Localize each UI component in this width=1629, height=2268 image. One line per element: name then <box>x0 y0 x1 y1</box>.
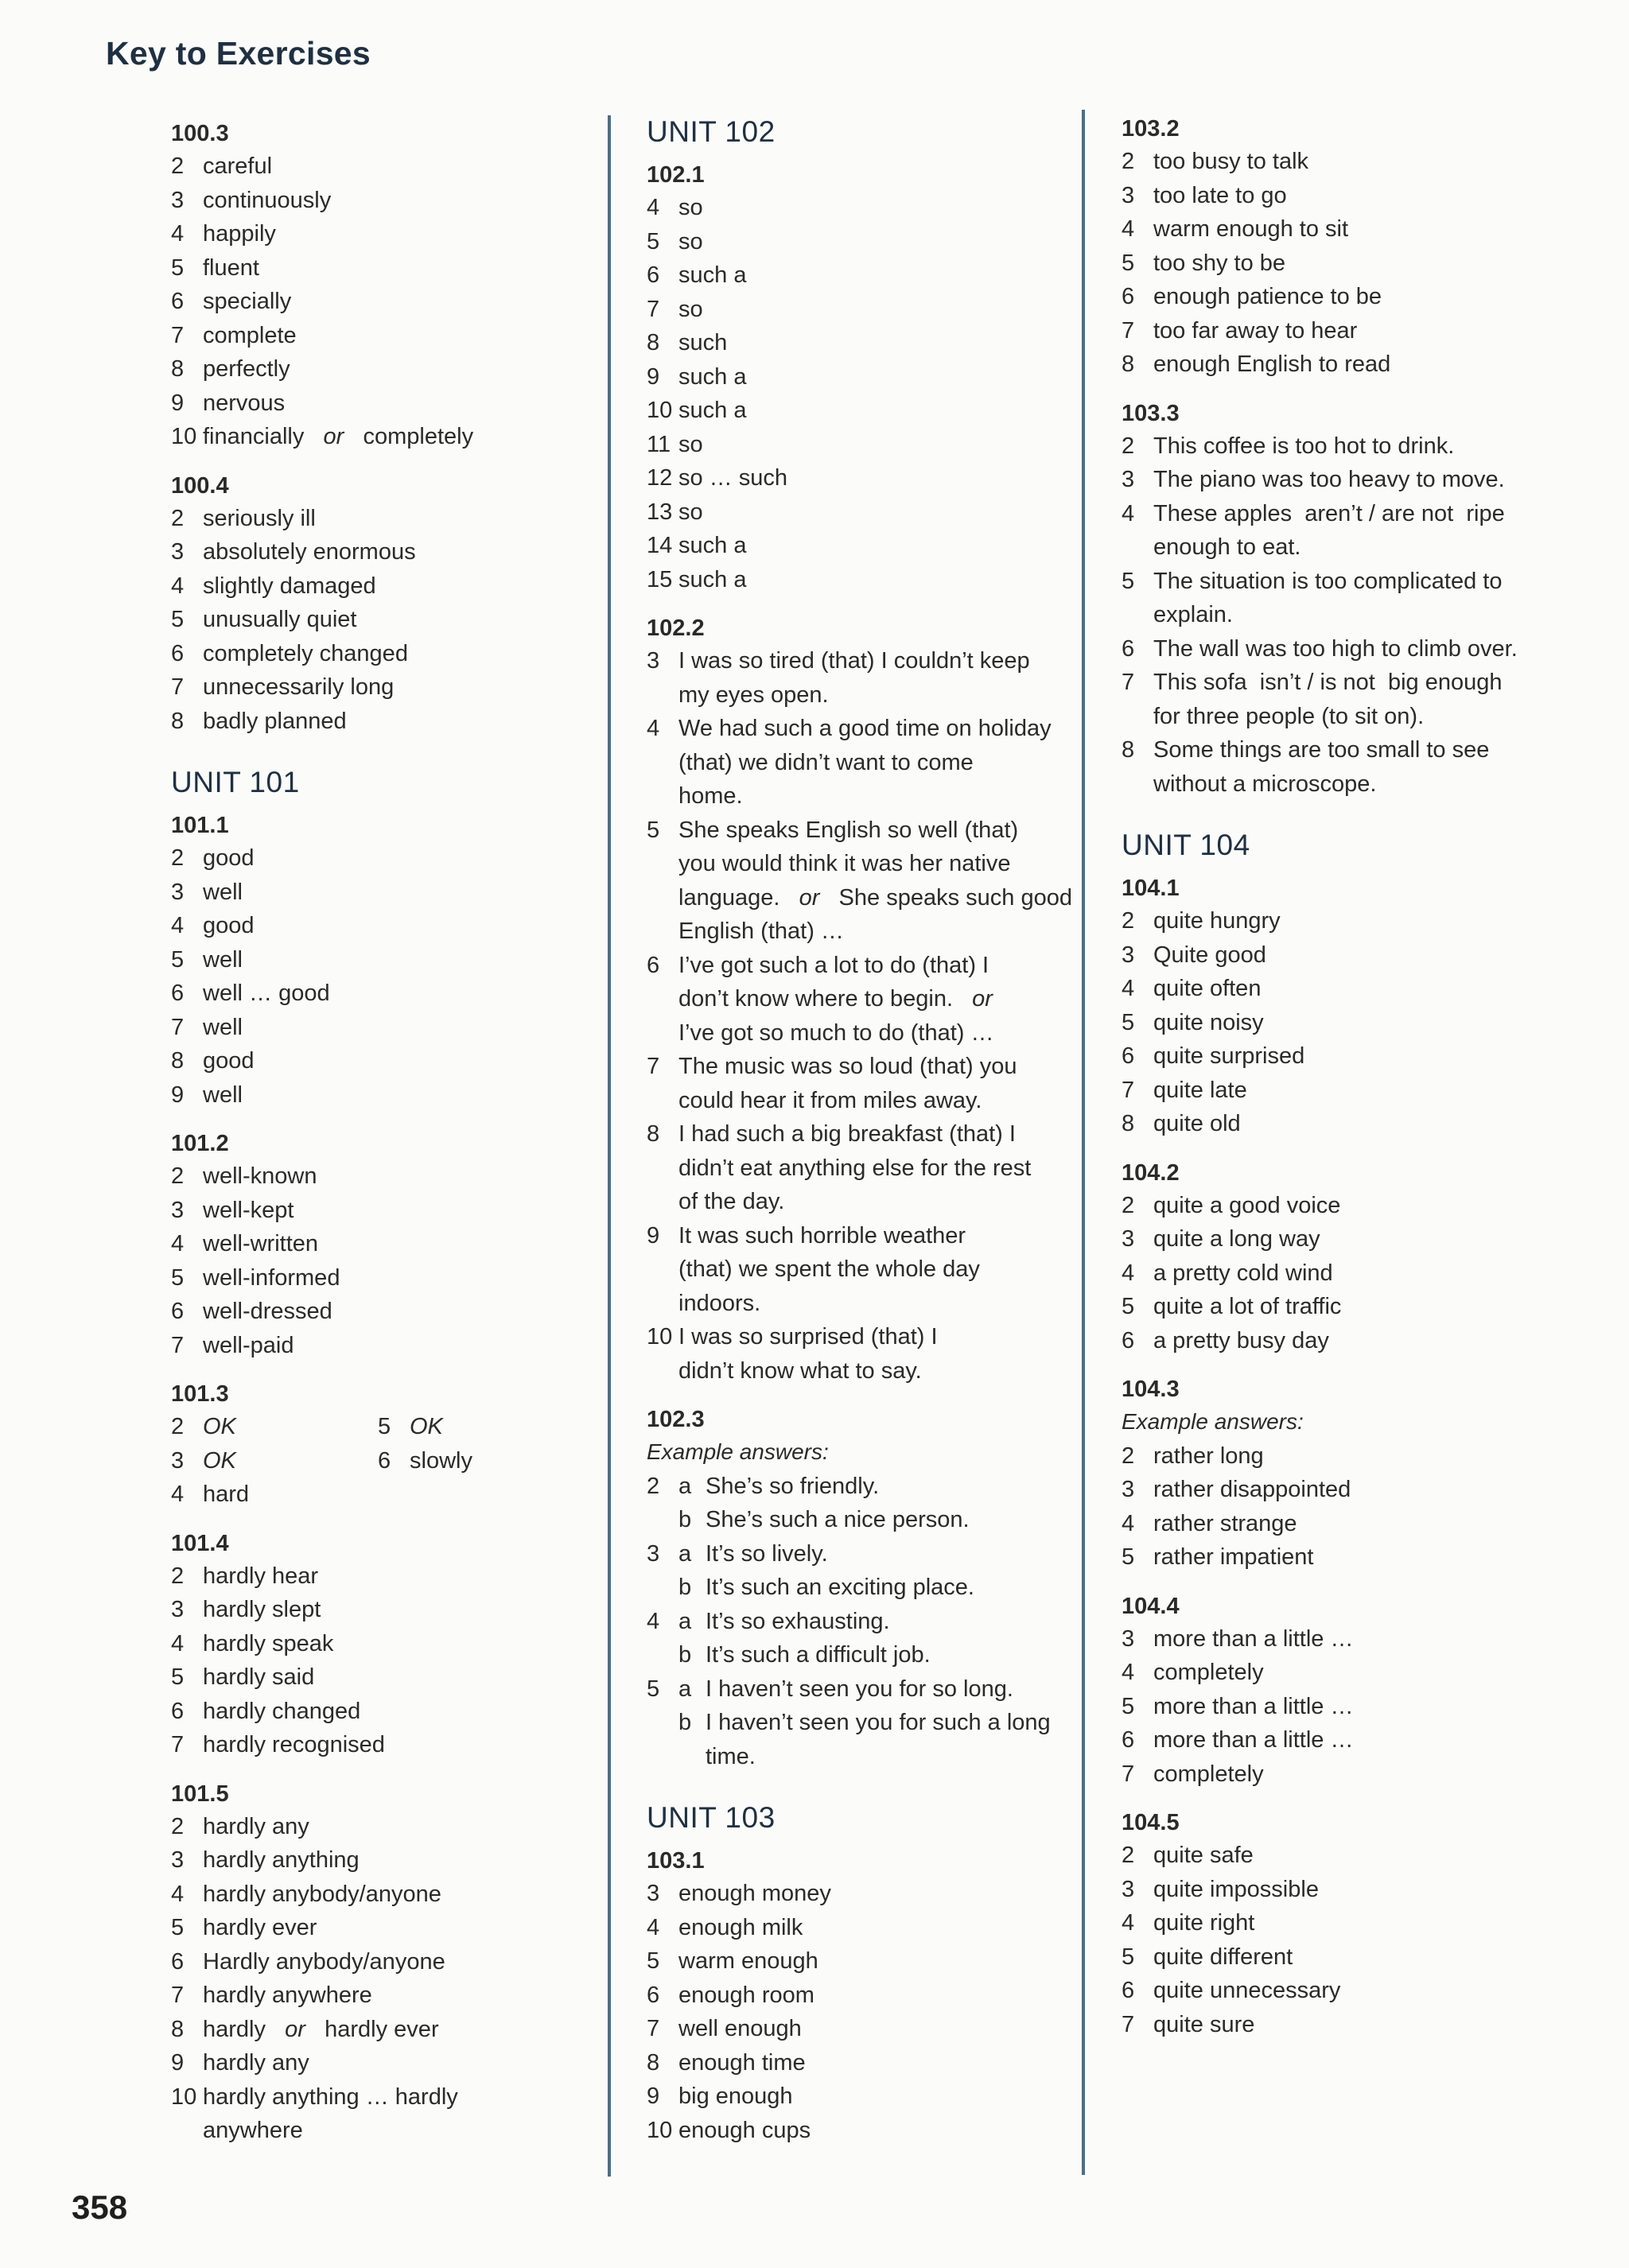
answer-item: 3 OK <box>171 1447 236 1474</box>
answer-item: 5 quite different <box>1122 1944 1293 1970</box>
answer-item: 11 so <box>647 431 703 457</box>
answer-item: 2 quite safe <box>1122 1843 1254 1868</box>
answer-item: 3 more than a little … <box>1122 1625 1354 1652</box>
answer-item: 10 I was so surprised (that) I <box>647 1324 938 1350</box>
answer-item: 7 hardly anywhere <box>171 1983 372 2008</box>
answer-continuation: didn’t know what to say. <box>678 1357 922 1384</box>
answer-subitem: b I haven’t seen you for such a long <box>678 1710 1051 1735</box>
answer-item: 6 quite surprised <box>1122 1043 1305 1069</box>
answer-item: 9 nervous <box>171 390 286 416</box>
answer-subitem: b It’s such a difficult job. <box>678 1642 931 1668</box>
answer-list <box>171 150 601 420</box>
answer-item: 2 good <box>171 845 255 871</box>
answer-subitem: 2 a She’s so friendly. <box>647 1473 880 1499</box>
page-title: Key to Exercises <box>106 35 371 72</box>
answer-item: 7 so <box>647 296 703 322</box>
answer-item: 4 These apples aren’t / are not ripe <box>1122 500 1505 526</box>
answer-item: 3 Quite good <box>1122 942 1266 968</box>
answer-item: 3 absolutely enormous <box>171 539 416 565</box>
exercise-title: 103.2 <box>1122 116 1180 142</box>
answer-item: 4 hard <box>171 1482 250 1507</box>
answer-item: 10 financially or completely <box>171 424 474 449</box>
exercise-title: 102.1 <box>647 162 705 188</box>
answer-item: 9 It was such horrible weather <box>647 1222 966 1249</box>
unit-heading: UNIT 102 <box>647 115 776 148</box>
exercise-title: 104.1 <box>1122 876 1180 901</box>
answer-item: 7 completely <box>1122 1761 1264 1787</box>
answer-list <box>171 502 601 739</box>
answer-subitem: 3 a It’s so lively. <box>647 1540 828 1567</box>
answer-continuation: indoors. <box>678 1290 761 1316</box>
answer-item: 10 enough cups <box>647 2117 811 2143</box>
answer-item: 4 warm enough to sit <box>1122 216 1349 242</box>
example-note: Example answers: <box>1122 1409 1304 1434</box>
answer-item: 5 The situation is too complicated to <box>1122 568 1503 594</box>
answer-item: 4 hardly speak <box>171 1630 334 1656</box>
answer-item: 6 more than a little … <box>1122 1727 1354 1753</box>
answer-list <box>171 841 601 1112</box>
answer-subitem: b It’s such an exciting place. <box>678 1575 974 1600</box>
answer-list <box>1122 145 1551 382</box>
answer-item: 3 continuously <box>171 187 332 213</box>
answer-sublist <box>647 1470 1076 1740</box>
answer-item: 4 happily <box>171 221 276 247</box>
answer-item: 6 I’ve got such a lot to do (that) I <box>647 952 989 978</box>
answer-continuation: of the day. <box>678 1189 785 1214</box>
answer-item: 4 quite right <box>1122 1910 1255 1936</box>
answer-item: 5 unusually quiet <box>171 607 357 632</box>
answer-item: 6 such a <box>647 262 747 288</box>
unit-heading: UNIT 101 <box>171 766 300 798</box>
answer-item: 2 seriously ill <box>171 505 316 531</box>
answer-item: 2 quite hungry <box>1122 908 1281 934</box>
exercise-title: 103.1 <box>647 1848 705 1874</box>
answer-item: 5 She speaks English so well (that) <box>647 817 1019 843</box>
answer-item: 5 warm enough <box>647 1948 818 1974</box>
answer-list <box>647 1877 1076 2147</box>
answer-column-3 <box>1122 113 1551 2041</box>
answer-item: 6 well … good <box>171 981 330 1006</box>
answer-item: 3 quite impossible <box>1122 1876 1319 1902</box>
answer-item: 4 a pretty cold wind <box>1122 1260 1333 1286</box>
exercise-title: 104.3 <box>1122 1377 1180 1402</box>
answer-item: 6 Hardly anybody/anyone <box>171 1948 445 1975</box>
answer-subitem: 5 a I haven’t seen you for so long. <box>647 1676 1013 1702</box>
answer-item: 8 perfectly <box>171 356 290 382</box>
answer-item: 7 The music was so loud (that) you <box>647 1054 1017 1079</box>
answer-column-2 <box>647 115 1076 2147</box>
answer-item: 8 badly planned <box>171 708 347 734</box>
answer-continuation: don’t know where to begin. or <box>678 986 993 1012</box>
answer-item: 3 well-kept <box>171 1197 294 1223</box>
answer-item: 7 well enough <box>647 2016 802 2041</box>
example-note: Example answers: <box>647 1439 829 1464</box>
answer-item: 5 OK <box>378 1414 443 1439</box>
answer-item: 4 enough milk <box>647 1914 803 1940</box>
exercise-title: 102.2 <box>647 616 705 641</box>
answer-item: 6 hardly changed <box>171 1698 361 1724</box>
exercise-title: 104.5 <box>1122 1810 1180 1835</box>
answer-item: 5 quite a lot of traffic <box>1122 1294 1342 1319</box>
answer-item: 4 well-written <box>171 1231 319 1256</box>
answer-item: 6 The wall was too high to climb over. <box>1122 635 1518 662</box>
answer-list <box>1122 1622 1551 1792</box>
answer-item: 6 quite unnecessary <box>1122 1978 1341 2003</box>
answer-item: 8 Some things are too small to see <box>1122 737 1490 763</box>
answer-item: 3 enough money <box>647 1881 831 1906</box>
answer-item: 2 OK <box>171 1414 236 1439</box>
answer-item: 3 quite a long way <box>1122 1226 1320 1252</box>
answer-pair-row <box>171 1444 601 1478</box>
answer-list <box>1122 1189 1551 1358</box>
answer-item: 6 enough room <box>647 1982 814 2008</box>
answer-item: 9 big enough <box>647 2084 793 2109</box>
exercise-title: 100.3 <box>171 121 229 146</box>
answer-item: 5 fluent <box>171 254 259 281</box>
answer-item: 6 slowly <box>378 1447 472 1474</box>
answer-item: 10 hardly anything … hardly <box>171 2084 458 2110</box>
answer-item: 8 good <box>171 1048 255 1074</box>
answer-item: 6 enough patience to be <box>1122 284 1382 309</box>
answer-item: 3 I was so tired (that) I couldn’t keep <box>647 648 1030 674</box>
answer-item: 5 too shy to be <box>1122 250 1286 276</box>
answer-item: 9 hardly any <box>171 2050 309 2076</box>
answer-item: 3 hardly anything <box>171 1847 360 1873</box>
answer-continuation: for three people (to sit on). <box>1153 703 1425 729</box>
answer-item: 2 rather long <box>1122 1443 1264 1469</box>
answer-item: 4 quite often <box>1122 976 1262 1001</box>
answer-item: 6 well-dressed <box>171 1299 332 1324</box>
unit-heading: UNIT 104 <box>1122 829 1250 861</box>
exercise-title: 104.2 <box>1122 1159 1180 1186</box>
answer-item: 4 so <box>647 195 703 220</box>
exercise-title: 101.5 <box>171 1781 229 1807</box>
answer-item: 6 completely changed <box>171 640 408 666</box>
answer-item: 8 I had such a big breakfast (that) I <box>647 1121 1016 1147</box>
answer-item: 2 hardly hear <box>171 1563 319 1589</box>
answer-item: 3 The piano was too heavy to move. <box>1122 467 1505 492</box>
answer-item: 5 quite noisy <box>1122 1009 1264 1035</box>
answer-item: 7 well-paid <box>171 1332 294 1358</box>
answer-item: 5 well-informed <box>171 1264 340 1291</box>
answer-item: 2 well-known <box>171 1163 317 1189</box>
answer-continuation: without a microscope. <box>1153 771 1377 797</box>
answer-list <box>1122 1439 1551 1575</box>
answer-continuation: (that) we spent the whole day <box>678 1256 980 1282</box>
answer-item: 2 careful <box>171 153 273 179</box>
answer-list <box>647 191 1076 596</box>
answer-subitem: b She’s such a nice person. <box>678 1507 970 1532</box>
answer-pair-row <box>171 1410 601 1444</box>
answer-item: 4 We had such a good time on holiday <box>647 716 1052 741</box>
answer-item: 7 This sofa isn’t / is not big enough <box>1122 670 1503 695</box>
answer-item: 2 hardly any <box>171 1813 309 1839</box>
answer-item: 3 rather disappointed <box>1122 1477 1351 1502</box>
answer-continuation: language. or She speaks such good <box>678 884 1072 911</box>
answer-continuation: anywhere <box>203 2118 303 2143</box>
answer-continuation: English (that) … <box>678 918 844 944</box>
answer-list <box>171 1159 601 1362</box>
answer-list <box>1122 1839 1551 2041</box>
answer-continuation: I’ve got so much to do (that) … <box>678 1019 994 1046</box>
answer-item: 7 quite late <box>1122 1077 1247 1103</box>
answer-item: 4 good <box>171 913 255 938</box>
answer-item: 7 hardly recognised <box>171 1732 385 1757</box>
answer-item: 5 so <box>647 228 703 254</box>
answer-item: 4 slightly damaged <box>171 573 376 599</box>
answer-continuation: you would think it was her native <box>678 851 1011 876</box>
exercise-title: 102.3 <box>647 1407 705 1432</box>
answer-item: 13 so <box>647 499 703 525</box>
answer-item: 7 quite sure <box>1122 2011 1255 2037</box>
answer-item: 6 a pretty busy day <box>1122 1327 1329 1353</box>
answer-continuation: didn’t eat anything else for the rest <box>678 1155 1032 1181</box>
answer-item: 14 such a <box>647 533 747 558</box>
exercise-title: 101.4 <box>171 1530 229 1556</box>
answer-item: 8 quite old <box>1122 1111 1241 1136</box>
answer-continuation: my eyes open. <box>678 682 829 708</box>
answer-item: 2 This coffee is too hot to drink. <box>1122 433 1455 459</box>
column-divider <box>608 115 611 2177</box>
answer-item: 7 well <box>171 1014 243 1040</box>
answer-continuation: enough to eat. <box>1153 534 1301 560</box>
exercise-title: 104.4 <box>1122 1593 1180 1619</box>
answer-item: 9 well <box>171 1082 243 1108</box>
answer-item: 15 such a <box>647 566 747 592</box>
answer-continuation: explain. <box>1153 602 1233 627</box>
answer-item: 4 rather strange <box>1122 1510 1297 1536</box>
answer-item: 5 well <box>171 946 243 973</box>
answer-item: 8 enough time <box>647 2049 806 2076</box>
answer-item: 5 more than a little … <box>1122 1693 1354 1719</box>
exercise-title: 101.2 <box>171 1131 229 1156</box>
answer-continuation: (that) we didn’t want to come <box>678 749 974 775</box>
answer-list <box>1122 904 1551 1141</box>
answer-item: 5 hardly said <box>171 1664 315 1690</box>
answer-item: 9 such a <box>647 363 747 390</box>
answer-item: 6 specially <box>171 289 292 314</box>
answer-item: 10 such a <box>647 398 747 423</box>
answer-item: 3 hardly slept <box>171 1597 321 1622</box>
answer-item: 4 hardly anybody/anyone <box>171 1881 441 1907</box>
page-number: 358 <box>72 2188 128 2226</box>
answer-item: 7 too far away to hear <box>1122 317 1358 344</box>
answer-item: 5 hardly ever <box>171 1915 317 1940</box>
answer-list <box>171 1559 601 1762</box>
answer-item: 3 well <box>171 879 243 905</box>
answer-item: 7 unnecessarily long <box>171 674 395 700</box>
answer-list <box>171 1810 601 2013</box>
column-divider <box>1082 110 1085 2175</box>
answer-item: 8 enough English to read <box>1122 351 1391 377</box>
answer-continuation: time. <box>706 1743 756 1769</box>
answer-item: 4 completely <box>1122 1660 1264 1685</box>
answer-item: 8 hardly or hardly ever <box>171 2016 439 2042</box>
answer-item: 8 such <box>647 330 728 355</box>
unit-heading: UNIT 103 <box>647 1801 776 1834</box>
answer-column-1 <box>171 118 601 2148</box>
exercise-title: 101.1 <box>171 813 229 838</box>
answer-subitem: 4 a It’s so exhausting. <box>647 1608 890 1634</box>
answer-item: 2 too busy to talk <box>1122 149 1309 174</box>
answer-item: 2 quite a good voice <box>1122 1192 1341 1218</box>
answer-continuation: could hear it from miles away. <box>678 1087 982 1113</box>
exercise-title: 101.3 <box>171 1381 229 1407</box>
answer-continuation: home. <box>678 783 743 809</box>
exercise-title: 103.3 <box>1122 400 1180 426</box>
exercise-title: 100.4 <box>171 472 229 499</box>
answer-item: 5 rather impatient <box>1122 1544 1314 1570</box>
answer-item: 3 too late to go <box>1122 182 1287 208</box>
answer-item: 12 so … such <box>647 465 787 491</box>
answer-item: 7 complete <box>171 322 297 348</box>
